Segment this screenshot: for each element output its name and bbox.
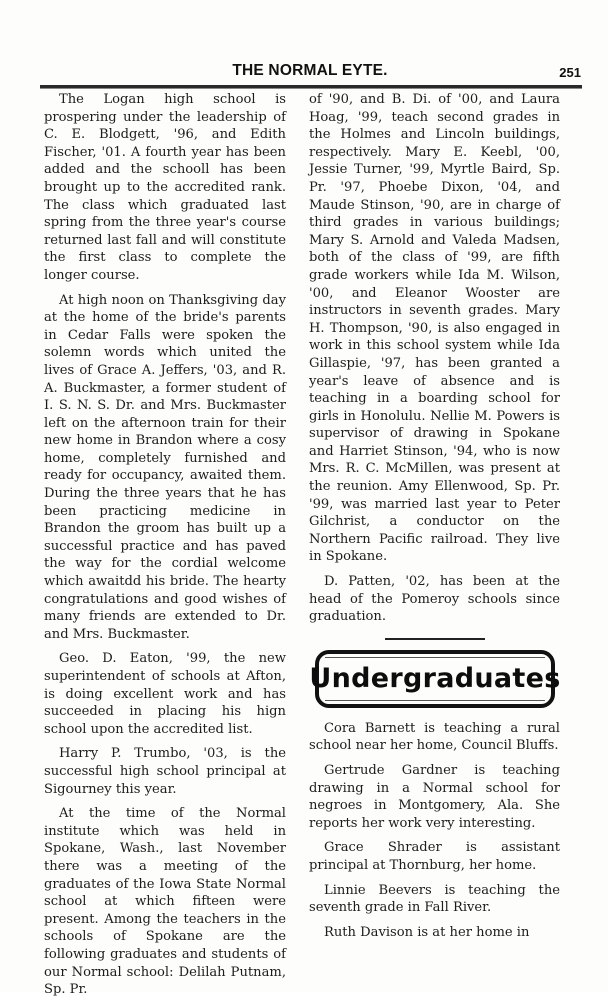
section-heading-box [309, 650, 561, 708]
paragraph-ruth-davison: Ruth Davison is at her home in [324, 924, 530, 940]
paragraph-spokane-institute: At the time of the Normal institute which was held in Spokane, Wash., last November there was a meeting of the graduates of the Iowa State Normal school at which fifteen were present. Among the teachers in the schools of Spokane are the following graduates and students of our Normal school: Delilah Putnam, Sp. Pr. [44, 806, 286, 998]
paragraph-spokane-teachers-continued: of '90, and B. Di. of '00, and Laura Hoag, '99, teach second grades in the Holmes and Lincoln buildings, respectively. Mary E. Keebl, '00, Jessie Turner, '99, Myrtle Baird, Sp. Pr. '97, Phoebe Dixon, '04, and Maude Stinson, '90, are in charge of third grades in various buildings; Mary S. Arnold and Valeda Madsen, both of the class of '99, are fifth grade workers while Ida M. Wilson, '00, and Eleanor Wooster are instructors in seventh grades. Mary H. Thompson, '90, is also engaged in work in this school system while Ida Gillaspie, '97, has been granted a year's leave of absence and is teaching in a boarding school for girls in Honolulu. Nellie M. Powers is supervisor of drawing in Spokane and Harriet Stinson, '94, who is now Mrs. R. C. McMillen, was present at the reunion. Amy Ellenwood, Sp. Pr. '99, was married last year to Peter Gilchrist, a conductor on the Northern Pacific railroad. They live in Spokane. [309, 92, 560, 565]
paragraph-eaton-afton: Geo. D. Eaton, '99, the new superintendent of schools at Afton, is doing excellent work and has succeeded in placing his hign school upon the accredited list. [44, 651, 286, 737]
page-header [40, 62, 580, 86]
paragraph-cora-barnett: Cora Barnett is teaching a rural school near her home, Council Bluffs. [309, 720, 560, 754]
paragraph-linnie-beevers: Linnie Beevers is teaching the seventh grade in Fall River. [309, 882, 560, 916]
paragraph-grace-shrader: Grace Shrader is assistant principal at Thornburg, her home. [309, 840, 560, 873]
section-divider [385, 638, 485, 640]
paragraph-jeffers-buckmaster-wedding: At high noon on Thanksgiving day at the home of the bride's parents in Cedar Falls were spoken the solemn words which united the lives of Grace A. Jeffers, '03, and R. A. Buckmaster, a former student of I. S. N. S. Dr. and Mrs. Buckmaster left on the afternoon train for their new home in Brandon where a cosy home, completely furnished and ready for occupancy, awaited them. During the three years that he has been practicing medicine in Brandon the groom has built up a successful practice and has paved the way for the cordial welcome which awaitdd his bride. The hearty congratulations and good wishes of many friends are extended to Dr. and Mrs. Buckmaster. [44, 292, 286, 642]
paragraph-trumbo-sigourney: Harry P. Trumbo, '03, is the successful high school principal at Sigourney this year. [44, 746, 286, 797]
paragraph-gertrude-gardner: Gertrude Gardner is teaching drawing in a Normal school for negroes in Montgomery, Ala. She reports her work very interesting. [309, 763, 560, 831]
paragraph-patten-pomeroy: D. Patten, '02, has been at the head of the Pomeroy schools since graduation. [309, 574, 560, 625]
right-column [309, 91, 560, 941]
section-heading-undergraduates: Undergraduates [309, 663, 561, 695]
header-rule [40, 85, 582, 89]
page-number: 251 [559, 65, 581, 80]
publication-title: THE NORMAL EYTE. [232, 62, 388, 79]
left-column [44, 91, 286, 999]
paragraph-logan-high-school: The Logan high school is prospering under the leadership of C. E. Blodgett, '96, and Edith Fischer, '01. A fourth year has been added and the schooll has been brought up to the accredited rank. The class which graduated last spring from the three year's course returned last fall and will constitute the first class to complete the longer course. [44, 92, 286, 283]
